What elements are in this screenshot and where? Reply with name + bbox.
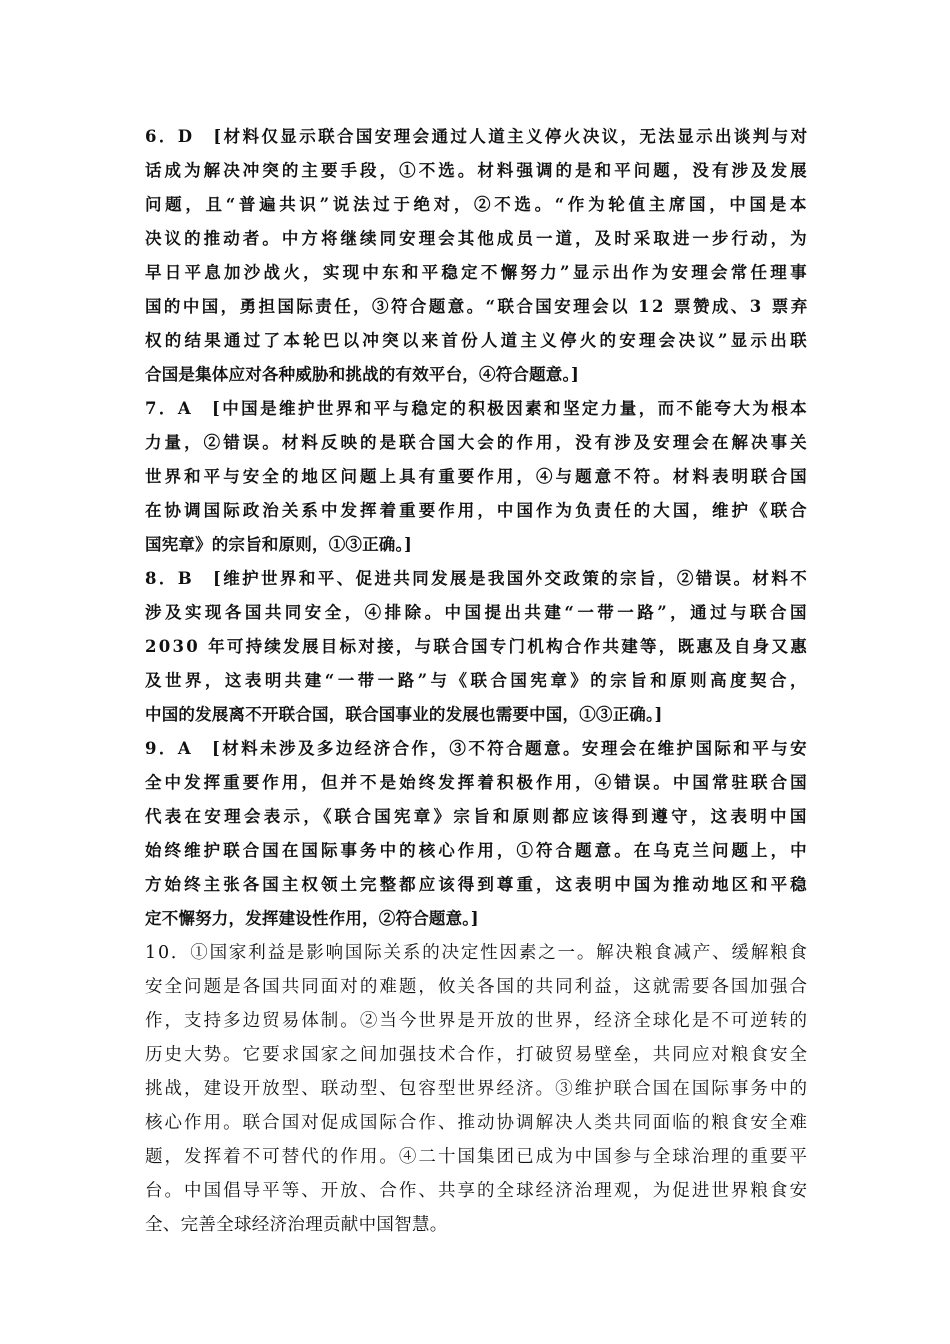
text-line: 7．A [中国是维护世界和平与稳定的积极因素和坚定力量，而不能夸大为根本	[145, 399, 810, 418]
text-line: 历史大势。它要求国家之间加强技术合作，打破贸易壁垒，共同应对粮食安全	[145, 1045, 810, 1065]
text-line: 在协调国际政治关系中发挥着重要作用，中国作为负责任的大国，维护《联合	[145, 501, 810, 520]
text-line: 方始终主张各国主权领土完整都应该得到尊重，这表明中国为推动地区和平稳	[145, 875, 810, 894]
text-line: 台。中国倡导平等、开放、合作、共享的全球经济治理观，为促进世界粮食安	[145, 1181, 810, 1201]
text-line: 合国是集体应对各种威胁和挑战的有效平台，④符合题意。]	[145, 365, 579, 384]
text-line: 安全问题是各国共同面对的难题，攸关各国的共同利益，这就需要各国加强合	[145, 977, 810, 997]
answer-item-9	[145, 732, 810, 936]
text-line: 力量，②错误。材料反映的是联合国大会的作用，没有涉及安理会在解决事关	[145, 433, 810, 452]
text-line: 挑战，建设开放型、联动型、包容型世界经济。③维护联合国在国际事务中的	[145, 1079, 810, 1099]
text-line: 8．B [维护世界和平、促进共同发展是我国外交政策的宗旨，②错误。材料不	[145, 569, 810, 588]
text-line: 权的结果通过了本轮巴以冲突以来首份人道主义停火的安理会决议”显示出联	[145, 331, 810, 350]
answer-item-7	[145, 392, 810, 562]
text-line: 涉及实现各国共同安全，④排除。中国提出共建“一带一路”，通过与联合国	[145, 603, 810, 622]
text-line: 全、完善全球经济治理贡献中国智慧。	[145, 1215, 448, 1235]
text-line: 早日平息加沙战火，实现中东和平稳定不懈努力”显示出作为安理会常任理事	[145, 263, 810, 282]
text-line: 及世界，这表明共建“一带一路”与《联合国宪章》的宗旨和原则高度契合，	[145, 671, 810, 690]
text-line: 题，发挥着不可替代的作用。④二十国集团已成为中国参与全球治理的重要平	[145, 1147, 810, 1167]
text-line: 2030 年可持续发展目标对接，与联合国专门机构合作共建等，既惠及自身又惠	[145, 637, 810, 656]
text-line: 中国的发展离不开联合国，联合国事业的发展也需要中国，①③正确。]	[145, 705, 663, 724]
text-line: 始终维护联合国在国际事务中的核心作用，①符合题意。在乌克兰问题上，中	[145, 841, 810, 860]
answer-item-8	[145, 562, 810, 732]
text-line: 问题，且“普遍共识”说法过于绝对，②不选。“作为轮值主席国，中国是本	[145, 195, 811, 214]
text-line: 10．①国家利益是影响国际关系的决定性因素之一。解决粮食减产、缓解粮食	[145, 943, 809, 963]
text-line: 9．A [材料未涉及多边经济合作，③不符合题意。安理会在维护国际和平与安	[145, 739, 810, 758]
text-line: 全中发挥重要作用，但并不是始终发挥着积极作用，④错误。中国常驻联合国	[145, 773, 810, 792]
text-line: 作，支持多边贸易体制。②当今世界是开放的世界，经济全球化是不可逆转的	[145, 1011, 810, 1031]
text-line: 国的中国，勇担国际责任，③符合题意。“联合国安理会以 12 票赞成、3 票弃	[145, 297, 810, 316]
text-line: 代表在安理会表示，《联合国宪章》宗旨和原则都应该得到遵守，这表明中国	[145, 807, 810, 826]
text-line: 6．D [材料仅显示联合国安理会通过人道主义停火决议，无法显示出谈判与对	[145, 127, 810, 146]
text-line: 核心作用。联合国对促成国际合作、推动协调解决人类共同面临的粮食安全难	[145, 1113, 810, 1133]
text-line: 话成为解决冲突的主要手段，①不选。材料强调的是和平问题，没有涉及发展	[145, 161, 810, 180]
text-line: 决议的推动者。中方将继续同安理会其他成员一道，及时采取进一步行动，为	[145, 229, 810, 248]
text-line: 定不懈努力，发挥建设性作用，②符合题意。]	[145, 909, 479, 928]
answer-content	[145, 120, 811, 1242]
text-line: 国宪章》的宗旨和原则，①③正确。]	[145, 535, 412, 554]
answer-item-10	[145, 936, 810, 1242]
text-line: 世界和平与安全的地区问题上具有重要作用，④与题意不符。材料表明联合国	[145, 467, 810, 486]
answer-item-6	[145, 120, 811, 392]
